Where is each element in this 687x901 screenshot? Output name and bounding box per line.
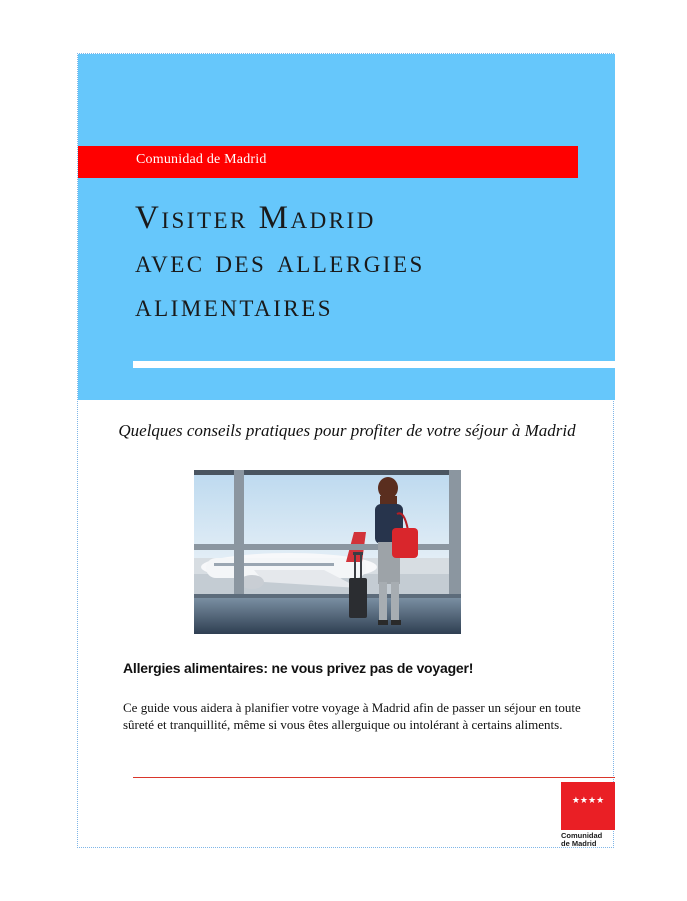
logo-wordmark <box>561 832 617 848</box>
airport-traveler-photo <box>194 470 461 634</box>
intro-paragraph: Ce guide vous aidera à planifier votre voyage à Madrid afin de passer un séjour en toute sûreté et tranquillité, même si vous êtes allerguique ou intolérant à certains aliments. <box>123 700 581 732</box>
footer-divider <box>133 777 615 778</box>
madrid-flag-icon <box>561 782 615 830</box>
stars-icon: ★★★★ <box>571 796 605 806</box>
page-title <box>135 196 605 328</box>
logo-line-1: Comunidad <box>561 831 603 840</box>
hero-divider <box>133 361 615 368</box>
logo-line-2: de Madrid <box>561 839 597 848</box>
organization-name: Comunidad de Madrid <box>136 152 267 167</box>
title-line-1: Visiter Madrid <box>135 200 376 236</box>
section-heading: Allergies alimentaires: ne vous privez pas de voyager! <box>123 660 474 676</box>
brochure-page <box>77 53 614 848</box>
title-line-2: avec des allergies <box>135 244 425 280</box>
subtitle: Quelques conseils pratiques pour profiter de votre séjour à Madrid <box>118 421 576 440</box>
hero-banner <box>78 54 615 400</box>
title-line-3: alimentaires <box>135 288 334 324</box>
comunidad-madrid-logo <box>561 782 617 848</box>
organization-band <box>78 146 578 178</box>
